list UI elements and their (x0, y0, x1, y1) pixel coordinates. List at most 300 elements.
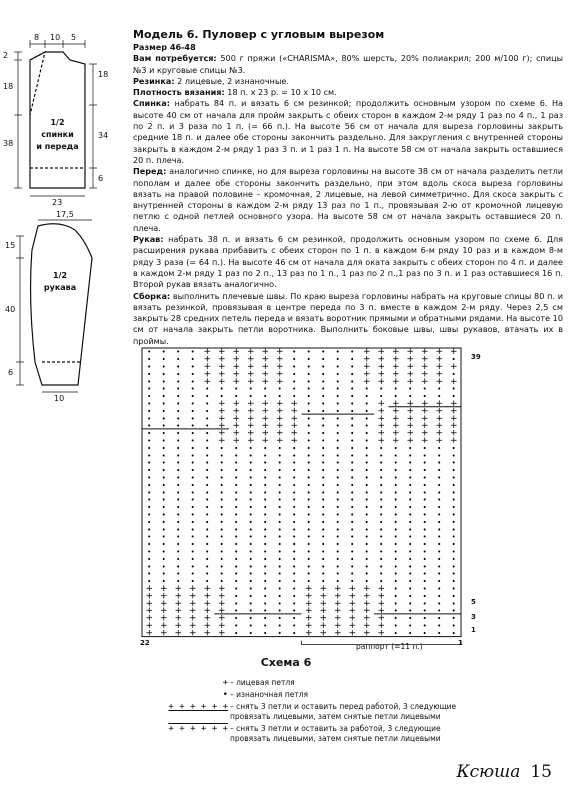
knitting-chart (138, 344, 488, 654)
purl-stitch: • (190, 474, 195, 482)
purl-stitch: • (190, 444, 195, 453)
purl-stitch: • (350, 444, 355, 453)
knit-stitch: + (435, 421, 444, 432)
purl-stitch: • (263, 562, 268, 571)
purl-stitch: • (350, 496, 355, 505)
purl-stitch: • (451, 496, 456, 505)
purl-stitch: • (350, 525, 355, 534)
knit-stitch: + (174, 628, 183, 639)
para-assembly-body: выполнить плечевые швы. По краю выреза горловины набрать на круговые спицы 80 п. и вязать резинкой, провязывая в центре переда по 3 п. вместе в каждом 2-м ряду. Через 2,5 см закрыть 28 средних петель переда и вязать воротник прямыми и обратными рядами. На высоте 10 см от начала закрыть петли воротника. Выполнить боковые швы, швы рукавов, втачать их в проймы. (133, 290, 563, 346)
purl-stitch: • (335, 437, 340, 445)
purl-stitch: • (321, 444, 326, 453)
knit-stitch: + (188, 613, 197, 624)
purl-stitch: • (350, 459, 355, 468)
purl-stitch: • (292, 451, 297, 460)
purl-stitch: • (219, 511, 224, 519)
knit-stitch: + (246, 436, 255, 446)
purl-stitch: • (393, 459, 398, 468)
purl-stitch: • (292, 363, 297, 371)
purl-stitch: • (161, 422, 166, 431)
knit-stitch: + (348, 613, 357, 624)
purl-stitch: • (335, 459, 340, 468)
purl-stitch: • (147, 407, 152, 416)
purl-stitch: • (176, 548, 181, 556)
purl-stitch: • (176, 414, 181, 423)
purl-stitch: • (147, 525, 152, 534)
purl-stitch: • (277, 466, 282, 475)
row-label-39: 39 (471, 353, 481, 361)
purl-stitch: • (292, 466, 297, 475)
purl-stitch: • (277, 548, 282, 556)
purl-stitch: • (306, 414, 311, 423)
purl-stitch: • (219, 488, 224, 497)
purl-stitch: • (437, 481, 442, 490)
purl-stitch: • (321, 525, 326, 534)
knit-stitch: + (377, 369, 386, 380)
knit-stitch: + (261, 436, 270, 446)
knit-stitch: + (275, 369, 284, 380)
purl-stitch: • (277, 488, 282, 497)
purl-stitch: • (321, 562, 326, 571)
knit-stitch: + (275, 436, 284, 446)
purl-stitch: • (422, 511, 427, 519)
purl-stitch: • (422, 577, 427, 586)
purl-stitch: • (277, 622, 282, 630)
purl-stitch: • (306, 525, 311, 534)
purl-stitch: • (335, 511, 340, 519)
purl-stitch: • (451, 466, 456, 475)
para-materials-head: Вам потребуется: (133, 53, 217, 64)
purl-stitch: • (248, 503, 253, 512)
purl-stitch: • (219, 555, 224, 564)
purl-stitch: • (263, 533, 268, 542)
pattern-diagrams (0, 0, 130, 403)
purl-stitch: • (437, 614, 442, 623)
purl-stitch: • (161, 429, 166, 438)
knit-stitch: + (319, 598, 328, 609)
purl-stitch: • (335, 533, 340, 542)
purl-stitch: • (292, 622, 297, 630)
purl-stitch: • (306, 377, 311, 386)
purl-stitch: • (306, 385, 311, 394)
knit-stitch: + (217, 376, 226, 387)
knit-stitch: + (362, 598, 371, 609)
purl-stitch: • (205, 437, 210, 445)
knit-stitch: + (377, 354, 386, 365)
purl-stitch: • (321, 414, 326, 423)
magazine-name: Ксюша (456, 762, 521, 782)
knit-stitch: + (232, 406, 241, 417)
knit-stitch: + (420, 376, 429, 387)
purl-stitch: • (364, 570, 369, 579)
knit-stitch: + (449, 376, 458, 387)
purl-stitch: • (393, 525, 398, 534)
purl-stitch: • (234, 481, 239, 490)
purl-stitch: • (350, 474, 355, 482)
para-front-body: аналогично спинке, но для выреза горловины на высоте 38 см от начала разделить петли пополам и далее обе стороны закончить раздельно, при этом вдоль скоса выреза горловины вязать на правой половине – кромочная, 2 лицевые, на левой симметрично. Для скоса закрыть с внутренней стороны в каждом 2-м ряду 13 раз по 1 п., провязывая 2-ю от кромочной лицевую петлю с одной петлей основного узора. На высоте 58 см от начала закрыть оставшиеся 20 п. плеча. (133, 166, 563, 233)
purl-stitch: • (321, 577, 326, 586)
purl-stitch: • (161, 496, 166, 505)
knit-stitch: + (449, 362, 458, 372)
purl-stitch: • (292, 503, 297, 512)
knit-stitch: + (435, 406, 444, 417)
purl-stitch: • (451, 451, 456, 460)
knit-stitch: + (391, 369, 400, 380)
knit-stitch: + (145, 584, 154, 594)
purl-stitch: • (364, 548, 369, 556)
front-left-dim-3: 38 (3, 139, 14, 148)
knit-stitch: + (449, 413, 458, 424)
purl-stitch: • (147, 392, 152, 401)
front-label-line-1: 1/2 (50, 118, 65, 127)
knit-stitch: + (188, 621, 197, 631)
purl-stitch: • (147, 466, 152, 475)
knit-stitch: + (406, 376, 415, 387)
para-assembly (133, 291, 563, 347)
row-label-3: 3 (471, 613, 476, 621)
para-gauge-head: Плотность вязания: (133, 87, 225, 98)
purl-stitch: • (437, 622, 442, 630)
purl-stitch: • (408, 614, 413, 623)
purl-stitch: • (147, 577, 152, 586)
purl-stitch: • (147, 511, 152, 519)
purl-stitch: • (176, 540, 181, 549)
knit-stitch: + (203, 369, 212, 380)
purl-stitch: • (176, 466, 181, 475)
purl-stitch: • (335, 562, 340, 571)
purl-stitch: • (234, 570, 239, 579)
purl-stitch: • (277, 533, 282, 542)
purl-stitch: • (190, 363, 195, 371)
purl-stitch: • (161, 392, 166, 401)
knit-stitch: + (304, 613, 313, 624)
knit-stitch: + (217, 606, 226, 617)
knit-stitch: + (435, 399, 444, 409)
purl-stitch: • (292, 607, 297, 616)
purl-stitch: • (306, 422, 311, 431)
purl-stitch: • (393, 577, 398, 586)
purl-stitch: • (422, 570, 427, 579)
purl-stitch: • (451, 548, 456, 556)
purl-stitch: • (335, 414, 340, 423)
purl-stitch: • (335, 503, 340, 512)
knit-stitch: + (174, 621, 183, 631)
purl-stitch: • (350, 533, 355, 542)
front-piece-label (35, 117, 80, 153)
purl-stitch: • (292, 614, 297, 623)
purl-stitch: • (219, 533, 224, 542)
purl-stitch: • (161, 525, 166, 534)
purl-stitch: • (176, 451, 181, 460)
knit-stitch: + (275, 376, 284, 387)
para-back-body: набрать 84 п. и вязать 6 см резинкой; продолжить основным узором по схеме 6. На высоте 40 см от начала для пройм закрыть с обеих сторон в каждом 2-м ряду 1 раз по 4 п., 1 раз по 2 п. и 3 раза по 1 п. (= 66 п.). На высоте 56 см от начала для выреза горловины закрыть средние 18 п. и далее обе стороны закончить раздельно. Для закругления с внутренней стороны закрыть в каждом 2-м ряду 1 раз 3 п. и 1 раз 1 п. На высоте 58 см от начала закрыть оставшиеся 20 п. плеча. (133, 98, 563, 165)
knit-stitch: + (435, 428, 444, 439)
knit-stitch: + (188, 628, 197, 639)
purl-stitch: • (292, 355, 297, 364)
purl-stitch: • (219, 385, 224, 394)
purl-stitch: • (408, 474, 413, 482)
purl-stitch: • (364, 481, 369, 490)
knit-stitch: + (232, 428, 241, 439)
knit-stitch: + (406, 369, 415, 380)
purl-stitch: • (161, 503, 166, 512)
knit-stitch: + (449, 436, 458, 446)
knit-stitch: + (362, 362, 371, 372)
purl-stitch: • (292, 533, 297, 542)
knit-stitch: + (377, 413, 386, 424)
purl-stitch: • (306, 540, 311, 549)
knit-stitch: + (246, 362, 255, 372)
purl-stitch: • (292, 585, 297, 593)
purl-stitch: • (408, 385, 413, 394)
purl-stitch: • (379, 555, 384, 564)
purl-stitch: • (190, 407, 195, 416)
para-back-head: Спинка: (133, 98, 170, 109)
knit-stitch: + (217, 584, 226, 594)
purl-stitch: • (277, 474, 282, 482)
purl-stitch: • (248, 511, 253, 519)
purl-stitch: • (451, 562, 456, 571)
purl-stitch: • (306, 518, 311, 527)
knit-stitch: + (377, 421, 386, 432)
purl-stitch: • (234, 488, 239, 497)
knit-stitch: + (391, 399, 400, 409)
purl-stitch: • (219, 451, 224, 460)
purl-stitch: • (176, 370, 181, 379)
purl-stitch: • (292, 525, 297, 534)
purl-stitch: • (219, 525, 224, 534)
purl-stitch: • (219, 474, 224, 482)
purl-stitch: • (205, 414, 210, 423)
purl-stitch: • (277, 496, 282, 505)
purl-stitch: • (422, 592, 427, 601)
purl-stitch: • (451, 614, 456, 623)
purl-stitch: • (161, 555, 166, 564)
purl-stitch: • (219, 570, 224, 579)
purl-stitch: • (190, 503, 195, 512)
purl-stitch: • (335, 481, 340, 490)
purl-stitch: • (379, 392, 384, 401)
knit-stitch: + (261, 406, 270, 417)
purl-stitch: • (408, 592, 413, 601)
purl-stitch: • (234, 614, 239, 623)
purl-stitch: • (147, 363, 152, 371)
knit-stitch: + (275, 413, 284, 424)
purl-stitch: • (306, 570, 311, 579)
purl-stitch: • (408, 466, 413, 475)
knit-stitch: + (145, 598, 154, 609)
purl-stitch: • (335, 392, 340, 401)
purl-stitch: • (176, 392, 181, 401)
purl-stitch: • (437, 562, 442, 571)
purl-stitch: • (335, 577, 340, 586)
knit-stitch: + (203, 591, 212, 602)
knit-stitch: + (348, 628, 357, 639)
para-sleeve (133, 234, 563, 290)
purl-stitch: • (147, 540, 152, 549)
legend-purl (140, 690, 470, 700)
purl-stitch: • (292, 540, 297, 549)
knit-stitch: + (362, 591, 371, 602)
purl-stitch: • (263, 607, 268, 616)
purl-stitch: • (205, 400, 210, 408)
purl-stitch: • (379, 518, 384, 527)
purl-stitch: • (321, 392, 326, 401)
purl-stitch: • (147, 377, 152, 386)
knit-stitch: + (362, 606, 371, 617)
purl-stitch: • (350, 540, 355, 549)
purl-stitch: • (321, 407, 326, 416)
purl-stitch: • (190, 422, 195, 431)
purl-stitch: • (321, 370, 326, 379)
purl-stitch: • (335, 548, 340, 556)
purl-stitch: • (393, 585, 398, 593)
purl-stitch: • (364, 496, 369, 505)
purl-stitch: • (350, 377, 355, 386)
knit-stitch: + (348, 598, 357, 609)
purl-stitch: • (219, 540, 224, 549)
purl-stitch: • (277, 629, 282, 638)
knit-stitch: + (203, 628, 212, 639)
purl-stitch: • (248, 525, 253, 534)
sleeve-left-dim-2: 40 (5, 305, 16, 314)
purl-stitch: • (364, 429, 369, 438)
knit-stitch: + (391, 354, 400, 365)
purl-stitch: • (234, 392, 239, 401)
para-materials-body: 500 г пряжи («CHARISMA», 80% шерсть, 20% полиакрил; 200 м/100 г); спицы №3 и круговые спицы №3. (133, 53, 564, 75)
purl-stitch: • (190, 570, 195, 579)
purl-stitch: • (205, 525, 210, 534)
purl-stitch: • (335, 518, 340, 527)
knit-stitch: + (246, 406, 255, 417)
purl-stitch: • (451, 444, 456, 453)
knit-stitch: + (420, 428, 429, 439)
knit-stitch: + (333, 591, 342, 602)
purl-stitch: • (306, 437, 311, 445)
purl-stitch: • (451, 585, 456, 593)
knit-stitch: + (420, 421, 429, 432)
purl-stitch: • (205, 570, 210, 579)
knit-stitch: + (261, 354, 270, 365)
purl-stitch: • (393, 599, 398, 608)
purl-stitch: • (219, 444, 224, 453)
purl-stitch: • (248, 629, 253, 638)
purl-stitch: • (190, 481, 195, 490)
purl-stitch: • (277, 444, 282, 453)
knit-stitch: + (435, 413, 444, 424)
knit-stitch: + (406, 421, 415, 432)
purl-stitch: • (161, 533, 166, 542)
purl-stitch: • (205, 518, 210, 527)
instructions-text (133, 28, 563, 347)
knit-stitch: + (217, 369, 226, 380)
purl-stitch: • (176, 474, 181, 482)
purl-stitch: • (451, 474, 456, 482)
purl-stitch: • (379, 511, 384, 519)
purl-stitch: • (248, 474, 253, 482)
knit-stitch: + (203, 584, 212, 594)
purl-stitch: • (277, 614, 282, 623)
purl-stitch: • (147, 548, 152, 556)
purl-stitch: • (306, 348, 311, 357)
knit-stitch: + (246, 421, 255, 432)
purl-stitch: • (248, 555, 253, 564)
knit-stitch: + (159, 598, 168, 609)
knit-stitch: + (174, 613, 183, 624)
purl-stitch: • (422, 466, 427, 475)
knit-stitch: + (304, 621, 313, 631)
purl-stitch: • (190, 511, 195, 519)
purl-stitch: • (451, 607, 456, 616)
purl-stitch: • (263, 503, 268, 512)
purl-stitch: • (321, 355, 326, 364)
purl-stitch: • (422, 540, 427, 549)
para-rib-body: 2 лицевые, 2 изнаночные. (174, 75, 289, 86)
purl-stitch: • (422, 459, 427, 468)
knit-stitch: + (290, 406, 299, 417)
purl-stitch: • (234, 562, 239, 571)
knit-stitch: + (232, 362, 241, 372)
purl-stitch: • (451, 503, 456, 512)
purl-stitch: • (176, 363, 181, 371)
knit-stitch: + (174, 584, 183, 594)
purl-stitch: • (422, 599, 427, 608)
knit-stitch: + (362, 347, 371, 358)
purl-stitch: • (248, 496, 253, 505)
purl-stitch: • (205, 555, 210, 564)
purl-stitch: • (321, 540, 326, 549)
purl-stitch: • (176, 518, 181, 527)
purl-stitch: • (234, 548, 239, 556)
knit-stitch: + (188, 606, 197, 617)
knit-stitch: + (275, 354, 284, 365)
purl-stitch: • (393, 466, 398, 475)
purl-stitch: • (306, 355, 311, 364)
knit-stitch: + (159, 584, 168, 594)
knit-stitch: + (420, 436, 429, 446)
purl-stitch: • (147, 481, 152, 490)
knit-stitch: + (232, 413, 241, 424)
purl-stitch: • (350, 488, 355, 497)
purl-stitch: • (248, 592, 253, 601)
knit-stitch: + (203, 362, 212, 372)
purl-stitch: • (321, 518, 326, 527)
sleeve-piece-label (40, 270, 80, 294)
purl-stitch: • (176, 355, 181, 364)
purl-stitch: • (335, 400, 340, 408)
purl-stitch: • (263, 474, 268, 482)
purl-stitch: • (263, 466, 268, 475)
knit-stitch: + (261, 413, 270, 424)
legend-cable-back-symbol: + + + + + + (168, 724, 228, 734)
purl-stitch: • (437, 570, 442, 579)
purl-stitch: • (292, 385, 297, 394)
purl-stitch: • (350, 370, 355, 379)
knit-stitch: + (406, 406, 415, 417)
purl-stitch: • (350, 437, 355, 445)
purl-stitch: • (437, 392, 442, 401)
knit-stitch: + (319, 628, 328, 639)
para-assembly-head: Сборка: (133, 290, 171, 301)
knit-stitch: + (217, 421, 226, 432)
purl-stitch: • (408, 555, 413, 564)
knit-stitch: + (406, 428, 415, 439)
purl-stitch: • (335, 348, 340, 357)
purl-stitch: • (393, 481, 398, 490)
knit-stitch: + (377, 598, 386, 609)
purl-stitch: • (321, 496, 326, 505)
purl-stitch: • (248, 481, 253, 490)
